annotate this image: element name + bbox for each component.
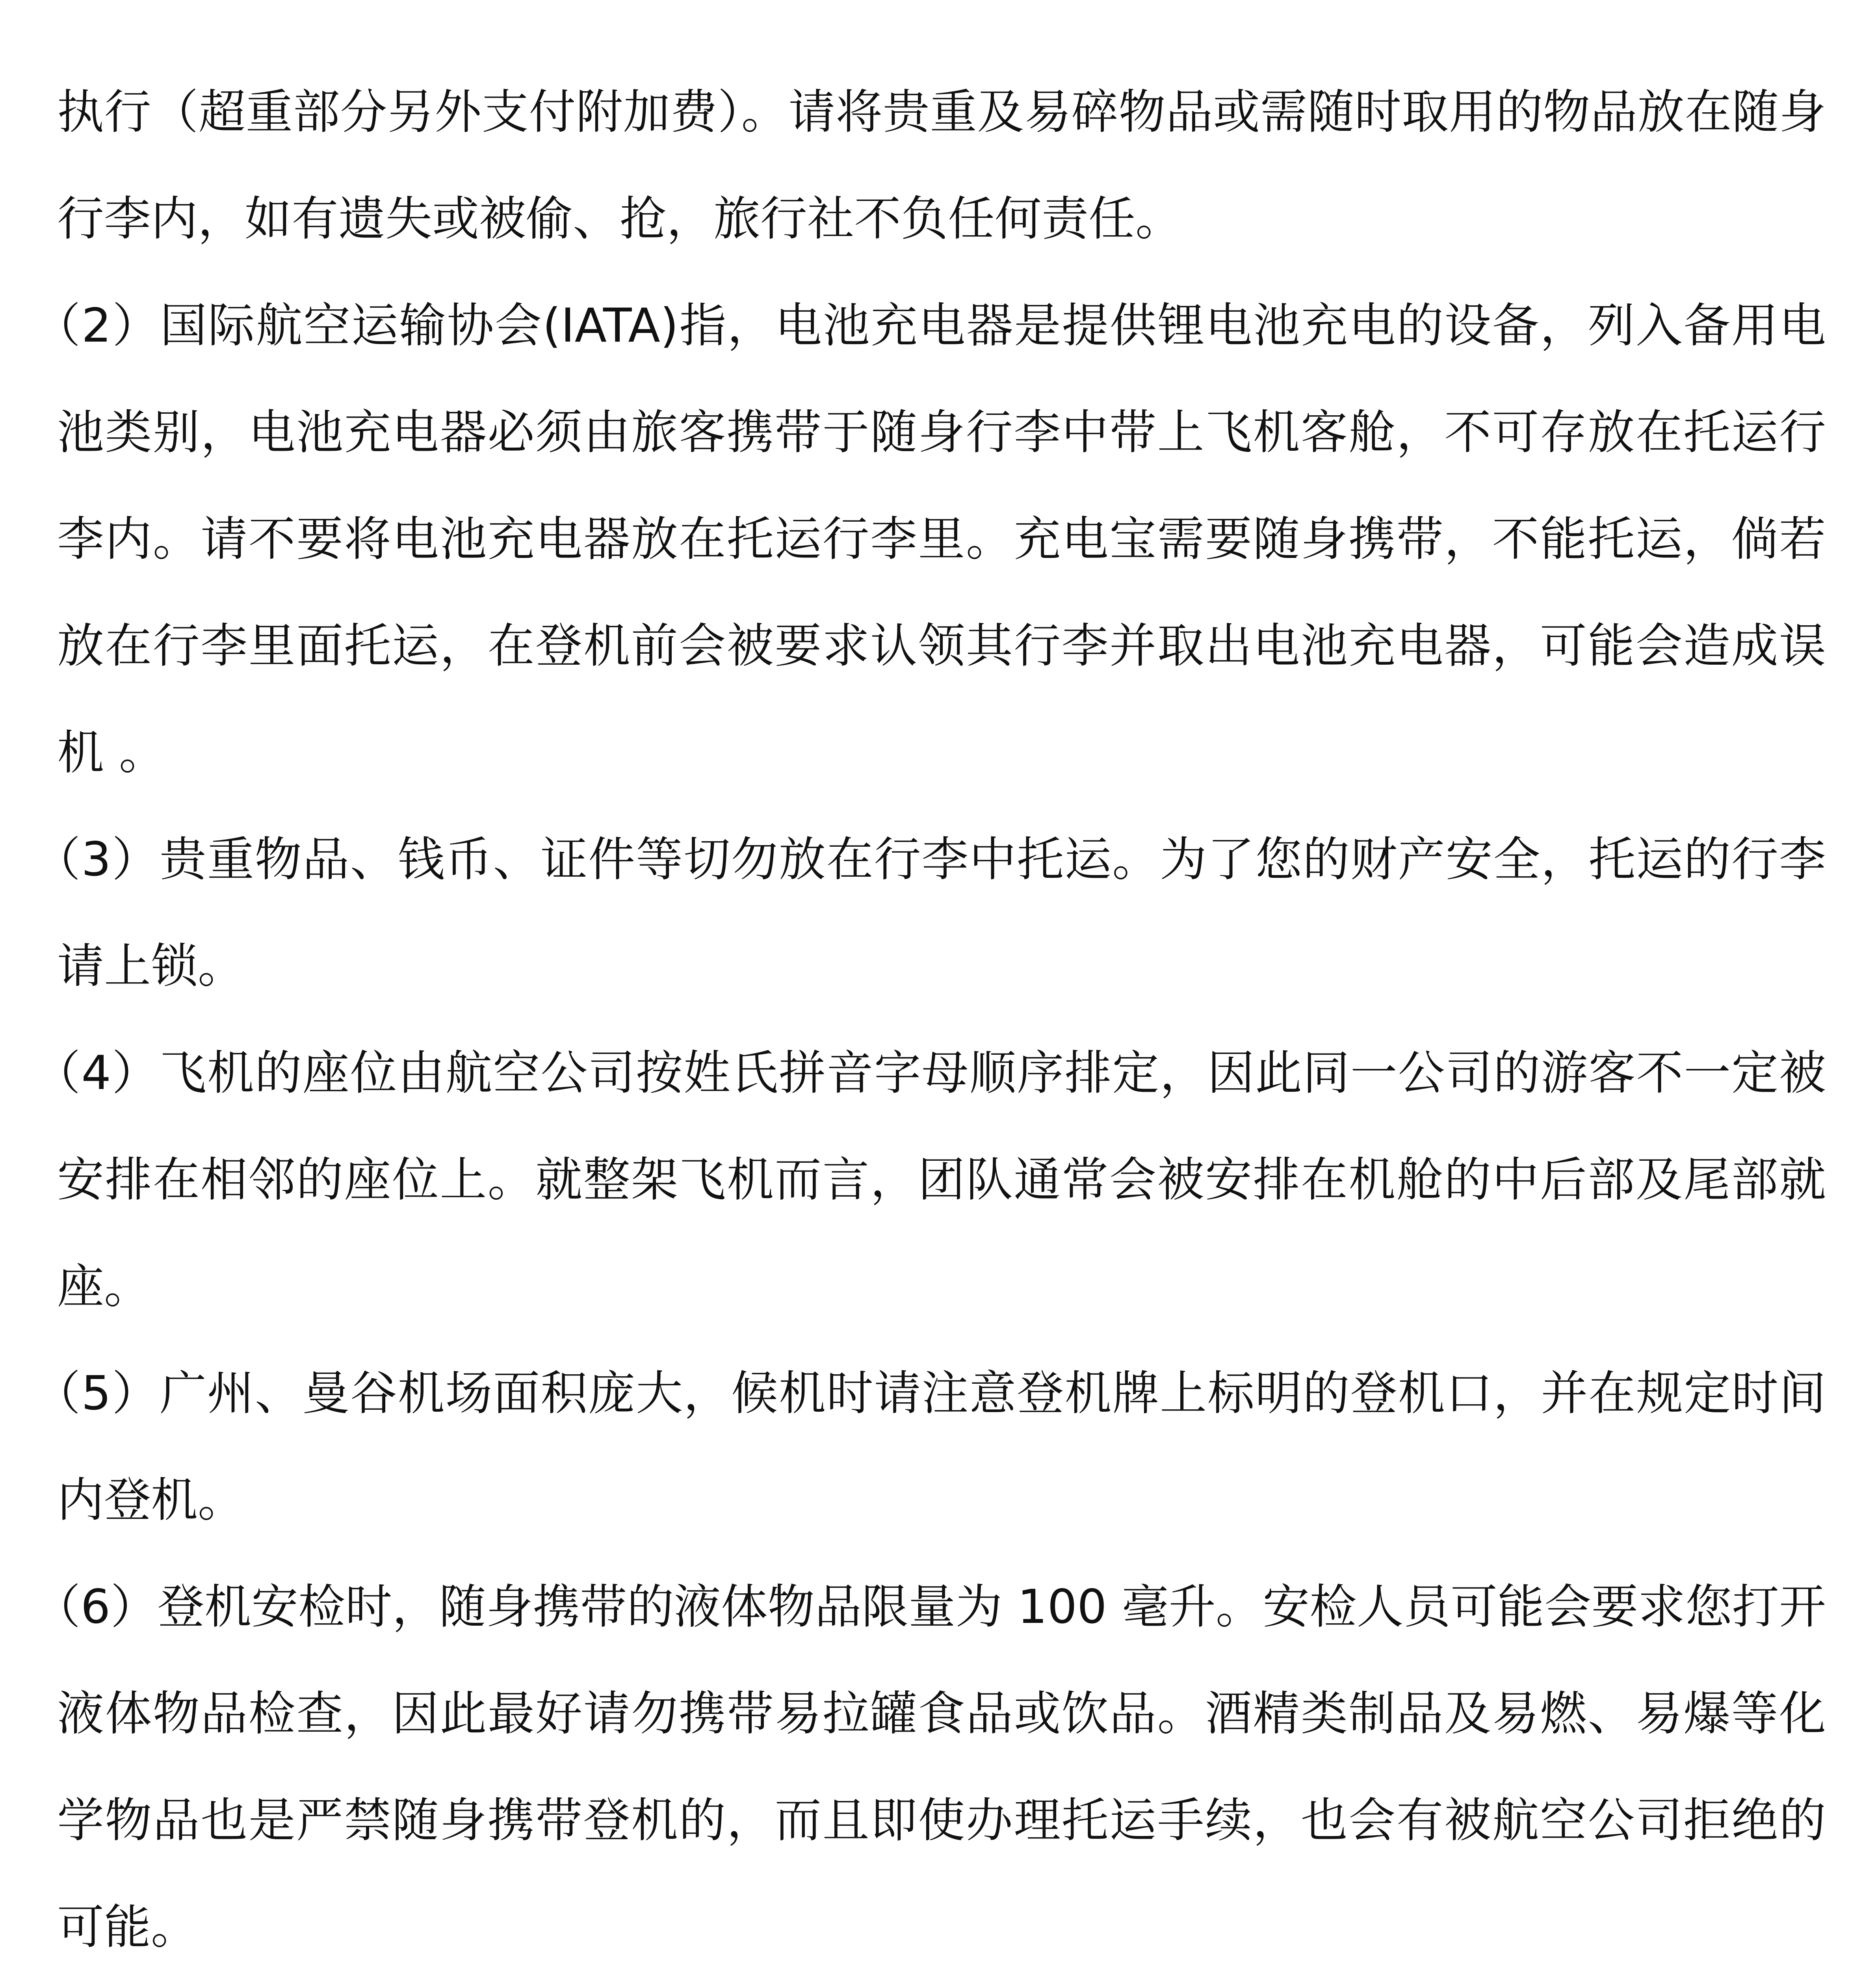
paragraph-item-4-seating: （4）飞机的座位由航空公司按姓氏拼音字母顺序排定，因此同一公司的游客不一定被安排在相邻的座位上。就整架飞机而言，团队通常会被安排在机舱的中后部及尾部就座。 [33,1046,1826,1314]
paragraph-item-6-liquids: （6）登机安检时，随身携带的液体物品限量为 100 毫升。安检人员可能会要求您打开液体物品检查，因此最好请勿携带易拉罐食品或饮品。酒精类制品及易燃、易爆等化学物品也是严禁随身携带登机的，而且即使办理托运手续，也会有被航空公司拒绝的可能。 [33,1580,1826,1955]
paragraph-item-2-battery-charger: （2）国际航空运输协会(IATA)指，电池充电器是提供锂电池充电的设备，列入备用电池类别，电池充电器必须由旅客携带于随身行李中带上飞机客舱，不可存放在托运行李内。请不要将电池充电器放在托运行李里。充电宝需要随身携带，不能托运，倘若放在行李里面托运，在登机前会被要求认领其行李并取出电池充电器，可能会造成误机 。 [33,299,1826,780]
paragraph-item-5-airport: （5）广州、曼谷机场面积庞大，候机时请注意登机牌上标明的登机口，并在规定时间内登机。 [33,1366,1826,1528]
paragraph-luggage-continued: 执行（超重部分另外支付附加费）。请将贵重及易碎物品或需随时取用的物品放在随身行李内，如有遗失或被偷、抢，旅行社不负任何责任。 [57,85,1826,246]
paragraph-item-3-valuables: （3）贵重物品、钱币、证件等切勿放在行李中托运。为了您的财产安全，托运的行李请上锁。 [33,833,1826,994]
document-body [33,59,1826,1970]
